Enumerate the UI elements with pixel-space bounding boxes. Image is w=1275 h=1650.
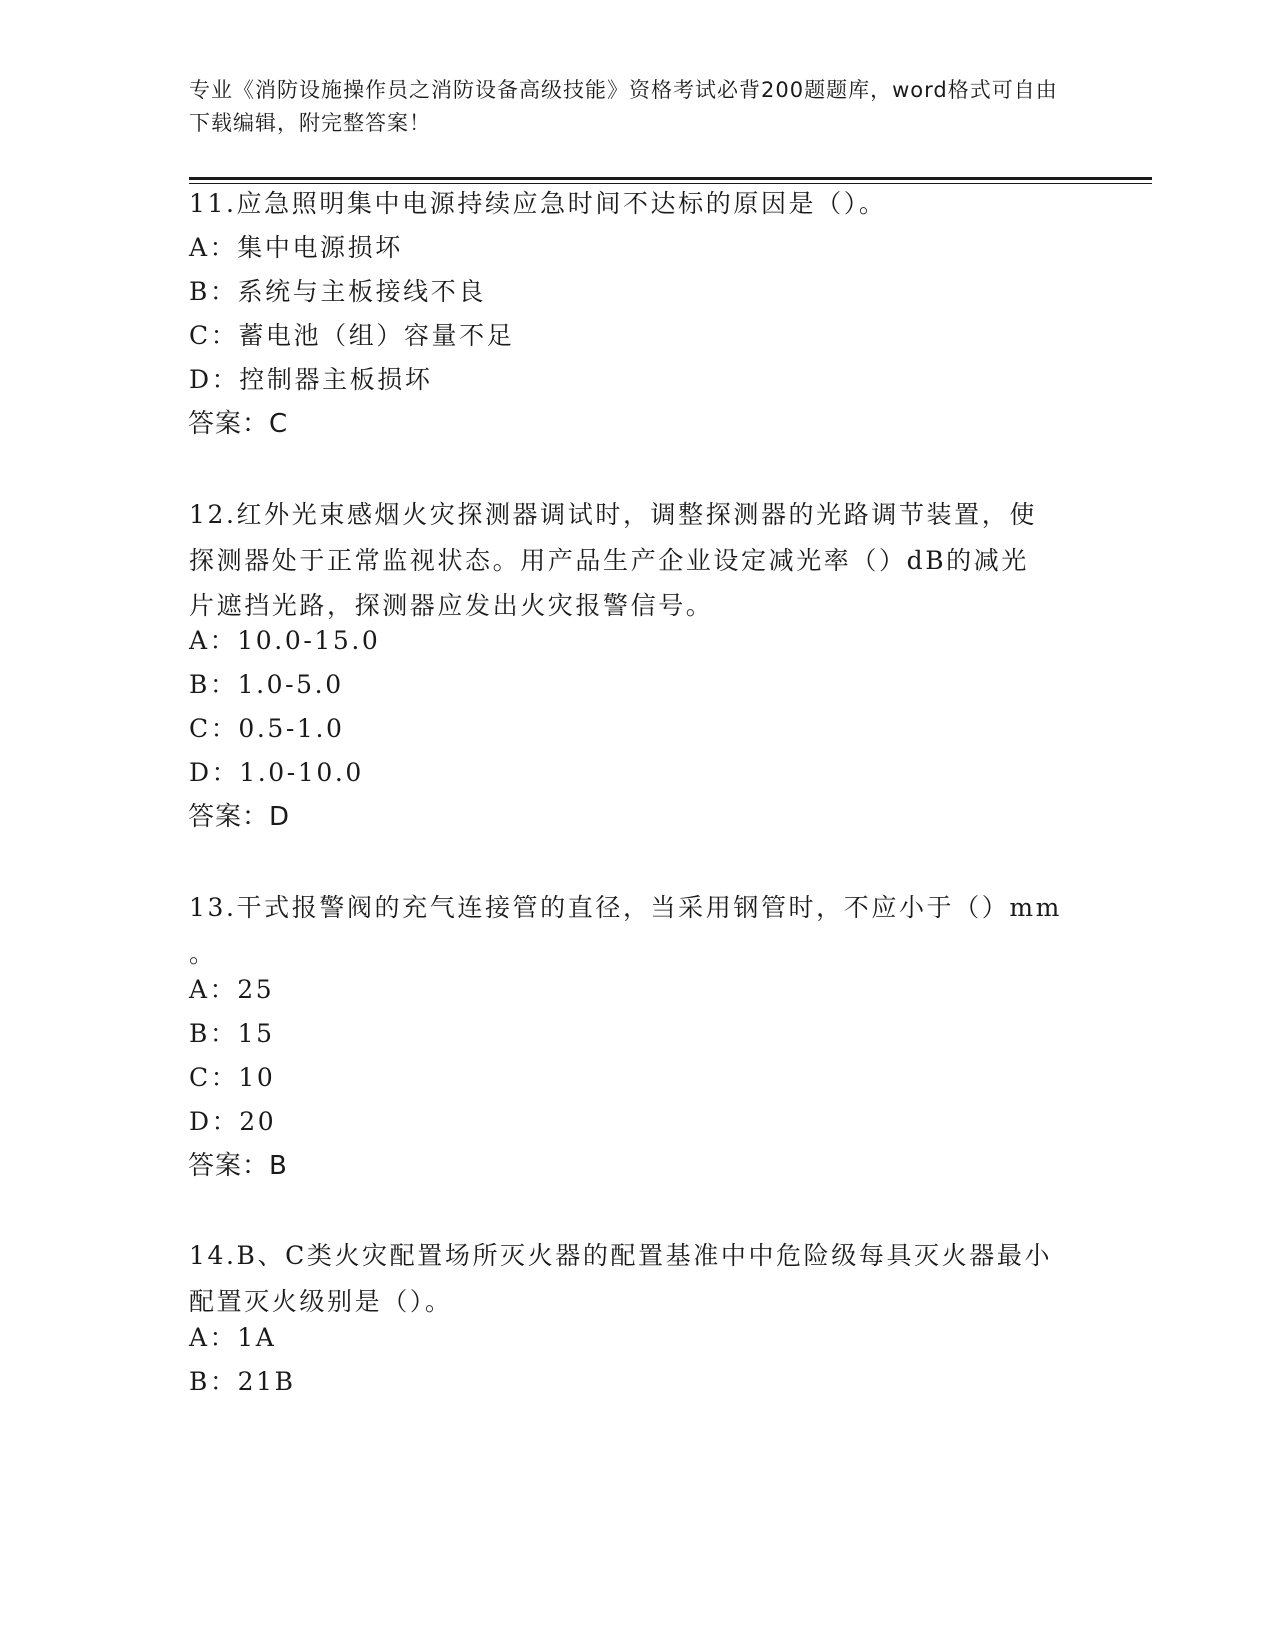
question-14-option-a: A：1A	[189, 1323, 277, 1352]
question-12-option-d: D：1.0-10.0	[189, 758, 364, 787]
question-14-text	[189, 1233, 1052, 1324]
question-14-option-b: B：21B	[189, 1367, 296, 1396]
question-11-option-c: C：蓄电池（组）容量不足	[189, 321, 515, 350]
header-divider-thick	[189, 177, 1152, 180]
question-12-option-a: A：10.0-15.0	[189, 626, 381, 655]
question-13-option-b: B：15	[189, 1019, 275, 1048]
question-13-option-c: C：10	[189, 1063, 276, 1092]
question-12-line-2: 探测器处于正常监视状态。用产品生产企业设定减光率（）dB的减光	[189, 545, 1029, 575]
question-11-option-a: A：集中电源损坏	[189, 233, 403, 262]
question-11-answer: 答案：C	[188, 409, 289, 439]
question-14-line-2: 配置灭火级别是（）。	[189, 1286, 453, 1316]
question-13-line-2: 。	[189, 938, 217, 968]
question-13-answer: 答案：B	[188, 1151, 288, 1181]
question-12-text	[189, 492, 1037, 629]
question-11-option-d: D：控制器主板损坏	[189, 365, 433, 394]
question-12-line-1: 12.红外光束感烟火灾探测器调试时，调整探测器的光路调节装置，使	[189, 500, 1037, 529]
question-13-line-1: 13.干式报警阀的充气连接管的直径，当采用钢管时，不应小于（）mm	[189, 893, 1062, 922]
question-11-line-1: 11.应急照明集中电源持续应急时间不达标的原因是（）。	[189, 189, 887, 218]
question-12-option-c: C：0.5-1.0	[189, 714, 345, 743]
question-11-option-b: B：系统与主板接线不良	[189, 277, 486, 306]
question-13-text	[189, 885, 1062, 976]
question-12-option-b: B：1.0-5.0	[189, 670, 344, 699]
question-13-option-a: A：25	[189, 975, 275, 1004]
document-header: 专业《消防设施操作员之消防设备高级技能》资格考试必背200题题库，word格式可自由下载编辑，附完整答案！	[189, 78, 1058, 135]
question-13-option-d: D：20	[189, 1107, 277, 1136]
question-12-answer: 答案：D	[188, 802, 291, 832]
question-11-text	[189, 181, 886, 227]
question-14-line-1: 14.B、C类火灾配置场所灭火器的配置基准中中危险级每具灭火器最小	[189, 1241, 1053, 1270]
question-12-line-3: 片遮挡光路，探测器应发出火灾报警信号。	[189, 591, 714, 620]
